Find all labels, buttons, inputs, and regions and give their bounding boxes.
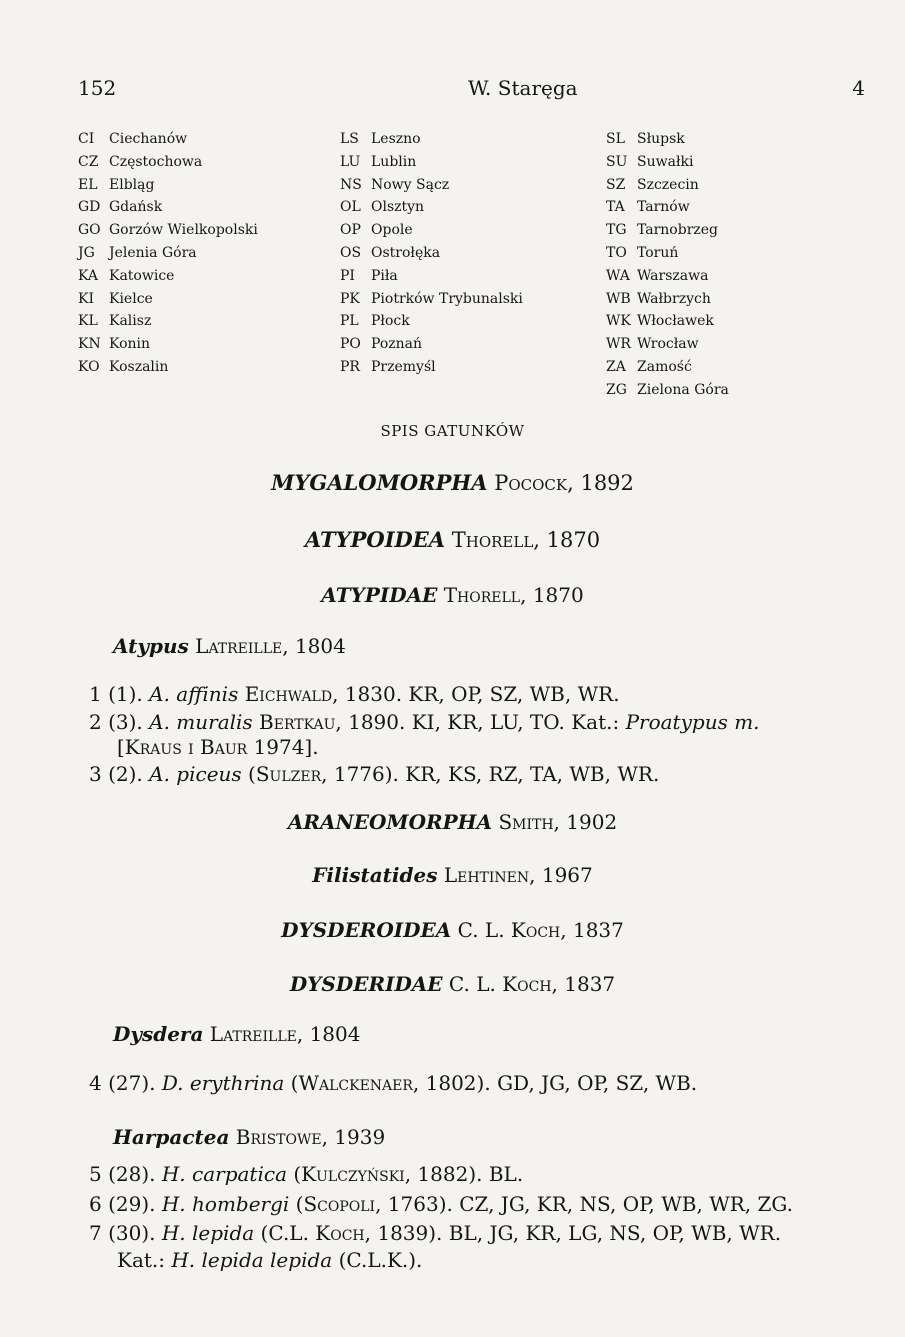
species-author: (C.L. Koch, 1839). (260, 1221, 443, 1245)
species-name: A. muralis (149, 710, 253, 734)
abbr-region-name: Piła (371, 267, 398, 284)
abbr-code: TO (606, 244, 627, 261)
species-synonym: Proatypus m. (625, 710, 760, 734)
taxon-author: Lehtinen, 1967 (443, 863, 593, 887)
entry-number: 6 (29). (89, 1192, 156, 1216)
abbr-row (340, 356, 523, 379)
entry-number: 7 (30). (89, 1221, 156, 1245)
abbr-code: SU (606, 153, 628, 170)
abbr-row (78, 151, 258, 174)
abbr-region-name: Warszawa (637, 267, 709, 284)
entry-number: 3 (2). (89, 762, 143, 786)
taxon-name: DYSDERIDAE (289, 972, 443, 996)
abbr-region-name: Słupsk (637, 131, 685, 147)
abbr-row (78, 196, 258, 219)
species-name: H. hombergi (161, 1192, 290, 1216)
species-entry-1 (89, 682, 620, 706)
page-number-right: 4 (852, 76, 865, 100)
taxon-author: C. L. Koch, 1837 (448, 972, 616, 996)
taxon-name: ATYPOIDEA (304, 527, 446, 552)
taxon-heading-atypidae (0, 583, 905, 607)
abbr-row (340, 128, 523, 151)
abbr-region-name: Elbląg (109, 176, 155, 193)
abbr-region-name: Wałbrzych (637, 290, 711, 307)
taxon-name: DYSDEROIDEA (281, 918, 452, 942)
species-author: (Kulczyński, 1882). (293, 1162, 483, 1186)
entry-number: 2 (3). (89, 710, 143, 734)
abbr-code: WK (606, 313, 631, 330)
abbr-code: KI (78, 290, 94, 307)
species-localities: KR, OP, SZ, WB, WR. (408, 682, 620, 706)
species-entry-6 (89, 1192, 793, 1216)
genus-heading-atypus (113, 634, 346, 658)
species-entry-3 (89, 762, 659, 786)
species-localities: BL. (488, 1162, 524, 1186)
abbr-column-2 (340, 128, 523, 379)
species-localities: BL, JG, KR, LG, NS, OP, WB, WR. (448, 1221, 782, 1245)
abbr-region-name: Olsztyn (371, 199, 425, 216)
abbr-region-name: Lublin (371, 153, 417, 170)
abbr-region-name: Toruń (637, 244, 679, 261)
abbr-code: OS (340, 244, 362, 261)
synonym-author: (C.L.K.). (338, 1248, 423, 1272)
species-author: (Sulzer, 1776). (248, 762, 399, 786)
abbr-code: PI (340, 267, 355, 284)
abbr-region-name: Opole (371, 222, 413, 239)
running-header (78, 76, 865, 106)
abbr-region-name: Zielona Góra (637, 381, 729, 398)
abbr-region-name: Kielce (109, 290, 153, 307)
abbr-column-1 (78, 128, 258, 379)
abbr-code: LU (340, 153, 361, 170)
abbr-code: TA (606, 199, 625, 216)
abbr-code: SL (606, 131, 625, 147)
genus-heading-harpactea (113, 1125, 385, 1149)
abbr-region-name: Katowice (109, 267, 175, 284)
abbr-code: EL (78, 176, 98, 193)
taxon-name: ARANEOMORPHA (287, 810, 493, 834)
genus-author: Bristowe, 1939 (235, 1125, 386, 1149)
abbr-region-name: Włocławek (637, 313, 714, 330)
abbr-region-name: Tarnobrzeg (637, 222, 719, 239)
abbr-region-name: Ostrołęka (371, 244, 441, 261)
species-synonym: H. lepida lepida (171, 1248, 333, 1272)
species-name: H. lepida (161, 1221, 255, 1245)
abbr-code: KL (78, 313, 98, 330)
abbr-code: OL (340, 199, 361, 216)
taxon-author: Pocock, 1892 (494, 471, 634, 495)
abbr-code: KA (78, 267, 99, 284)
taxon-heading-dysderoidea (0, 918, 905, 942)
abbr-code: WR (606, 336, 631, 353)
abbr-region-name: Częstochowa (109, 153, 203, 170)
abbr-row (78, 242, 258, 265)
abbr-code: OP (340, 222, 361, 239)
abbr-row (606, 242, 729, 265)
taxon-name: Filistatides (312, 863, 438, 887)
abbr-row (606, 196, 729, 219)
species-entry-7 (89, 1221, 781, 1245)
abbr-row (340, 174, 523, 197)
abbr-row (606, 288, 729, 311)
abbr-code: CI (78, 131, 95, 147)
abbr-code: ZA (606, 358, 626, 375)
taxon-author: C. L. Koch, 1837 (457, 918, 624, 942)
abbr-code: GO (78, 222, 101, 239)
abbr-row (78, 310, 258, 333)
abbr-region-name: Piotrków Trybunalski (371, 290, 523, 307)
species-localities: KR, KS, RZ, TA, WB, WR. (405, 762, 660, 786)
entry-number: 5 (28). (89, 1162, 156, 1186)
species-localities: GD, JG, OP, SZ, WB. (497, 1071, 698, 1095)
abbr-row (78, 128, 258, 151)
abbr-code: PK (340, 290, 360, 307)
taxon-name: ATYPIDAE (321, 583, 438, 607)
abbr-code: SZ (606, 176, 626, 193)
page-number-left: 152 (78, 76, 117, 100)
abbr-region-name: Poznań (371, 336, 423, 353)
abbr-row (78, 333, 258, 356)
abbr-code: LS (340, 131, 359, 147)
abbr-code: PO (340, 336, 361, 353)
genus-name: Dysdera (113, 1022, 204, 1046)
genus-author: Latreille, 1804 (195, 634, 346, 658)
abbr-region-name: Jelenia Góra (109, 244, 197, 261)
abbr-row (340, 151, 523, 174)
taxon-author: Thorell, 1870 (451, 528, 601, 552)
abbr-code: WB (606, 290, 631, 307)
abbr-region-name: Gdańsk (109, 199, 163, 216)
abbr-row (606, 265, 729, 288)
abbr-region-name: Gorzów Wielkopolski (109, 222, 258, 239)
taxon-heading-filistatides (0, 863, 905, 887)
genus-heading-dysdera (113, 1022, 360, 1046)
abbr-row (78, 265, 258, 288)
abbr-row (606, 128, 729, 151)
abbr-code: PL (340, 313, 359, 330)
species-reference: [Kraus i Baur 1974]. (117, 735, 319, 759)
abbr-column-3 (606, 128, 729, 402)
species-entry-4 (89, 1071, 697, 1095)
abbr-row (340, 265, 523, 288)
abbr-row (340, 219, 523, 242)
taxon-author: Smith, 1902 (498, 810, 618, 834)
species-author: (Scopoli, 1763). (295, 1192, 453, 1216)
abbr-row (78, 288, 258, 311)
running-title: W. Staręga (468, 76, 578, 100)
taxon-heading-araneomorpha (0, 810, 905, 834)
species-entry-7-cont (117, 1248, 422, 1272)
abbr-row (340, 242, 523, 265)
abbr-code: TG (606, 222, 627, 239)
abbr-region-name: Konin (109, 336, 151, 353)
abbr-row (606, 356, 729, 379)
taxon-heading-atypoidea (0, 527, 905, 552)
abbr-region-name: Wrocław (637, 336, 699, 353)
species-name: D. erythrina (161, 1071, 285, 1095)
abbr-code: NS (340, 176, 362, 193)
taxon-heading-dysderidae (0, 972, 905, 996)
taxon-heading-mygalomorpha (0, 470, 905, 495)
abbr-row (78, 174, 258, 197)
abbr-code: ZG (606, 381, 627, 398)
abbr-row (606, 219, 729, 242)
abbr-region-name: Płock (371, 313, 410, 330)
species-name: A. piceus (149, 762, 242, 786)
abbr-row (606, 310, 729, 333)
species-author: Eichwald, 1830. (244, 682, 403, 706)
abbr-row (606, 174, 729, 197)
abbr-region-name: Tarnów (637, 199, 690, 216)
abbr-region-name: Ciechanów (109, 131, 188, 147)
species-entry-2 (89, 710, 760, 734)
abbr-region-name: Leszno (371, 131, 421, 147)
genus-name: Harpactea (113, 1125, 230, 1149)
abbr-row (340, 333, 523, 356)
abbr-region-name: Suwałki (637, 153, 694, 170)
section-title: SPIS GATUNKÓW (380, 422, 525, 440)
abbr-region-name: Kalisz (109, 313, 152, 330)
abbr-region-name: Koszalin (109, 358, 169, 375)
taxon-author: Thorell, 1870 (443, 583, 584, 607)
abbr-code: CZ (78, 153, 99, 170)
abbr-code: PR (340, 358, 360, 375)
abbr-row (606, 379, 729, 402)
species-entry-5 (89, 1162, 523, 1186)
species-name: H. carpatica (161, 1162, 287, 1186)
species-author: Bertkau, 1890. (259, 710, 406, 734)
abbr-row (340, 310, 523, 333)
abbr-row (606, 151, 729, 174)
abbr-region-name: Zamość (637, 358, 692, 375)
abbr-region-name: Przemyśl (371, 358, 436, 375)
taxon-name: MYGALOMORPHA (271, 470, 488, 495)
abbr-code: GD (78, 199, 101, 216)
species-name: A. affinis (149, 682, 239, 706)
abbr-region-name: Szczecin (637, 176, 699, 193)
genus-author: Latreille, 1804 (209, 1022, 361, 1046)
abbr-row (78, 219, 258, 242)
entry-number: 4 (27). (89, 1071, 156, 1095)
entry-number: 1 (1). (89, 682, 143, 706)
species-author: (Walckenaer, 1802). (290, 1071, 491, 1095)
abbr-code: JG (78, 244, 95, 261)
abbr-row (606, 333, 729, 356)
species-entry-2-cont (117, 735, 319, 759)
abbr-row (340, 288, 523, 311)
abbr-code: KO (78, 358, 100, 375)
abbr-region-name: Nowy Sącz (371, 176, 450, 193)
catalog-ref: Kat.: (117, 1248, 165, 1272)
abbr-code: KN (78, 336, 101, 353)
abbr-row (340, 196, 523, 219)
genus-name: Atypus (113, 634, 189, 658)
abbr-code: WA (606, 267, 630, 284)
abbr-row (78, 356, 258, 379)
species-localities: CZ, JG, KR, NS, OP, WB, WR, ZG. (459, 1192, 794, 1216)
species-localities: KI, KR, LU, TO. Kat.: (411, 710, 620, 734)
